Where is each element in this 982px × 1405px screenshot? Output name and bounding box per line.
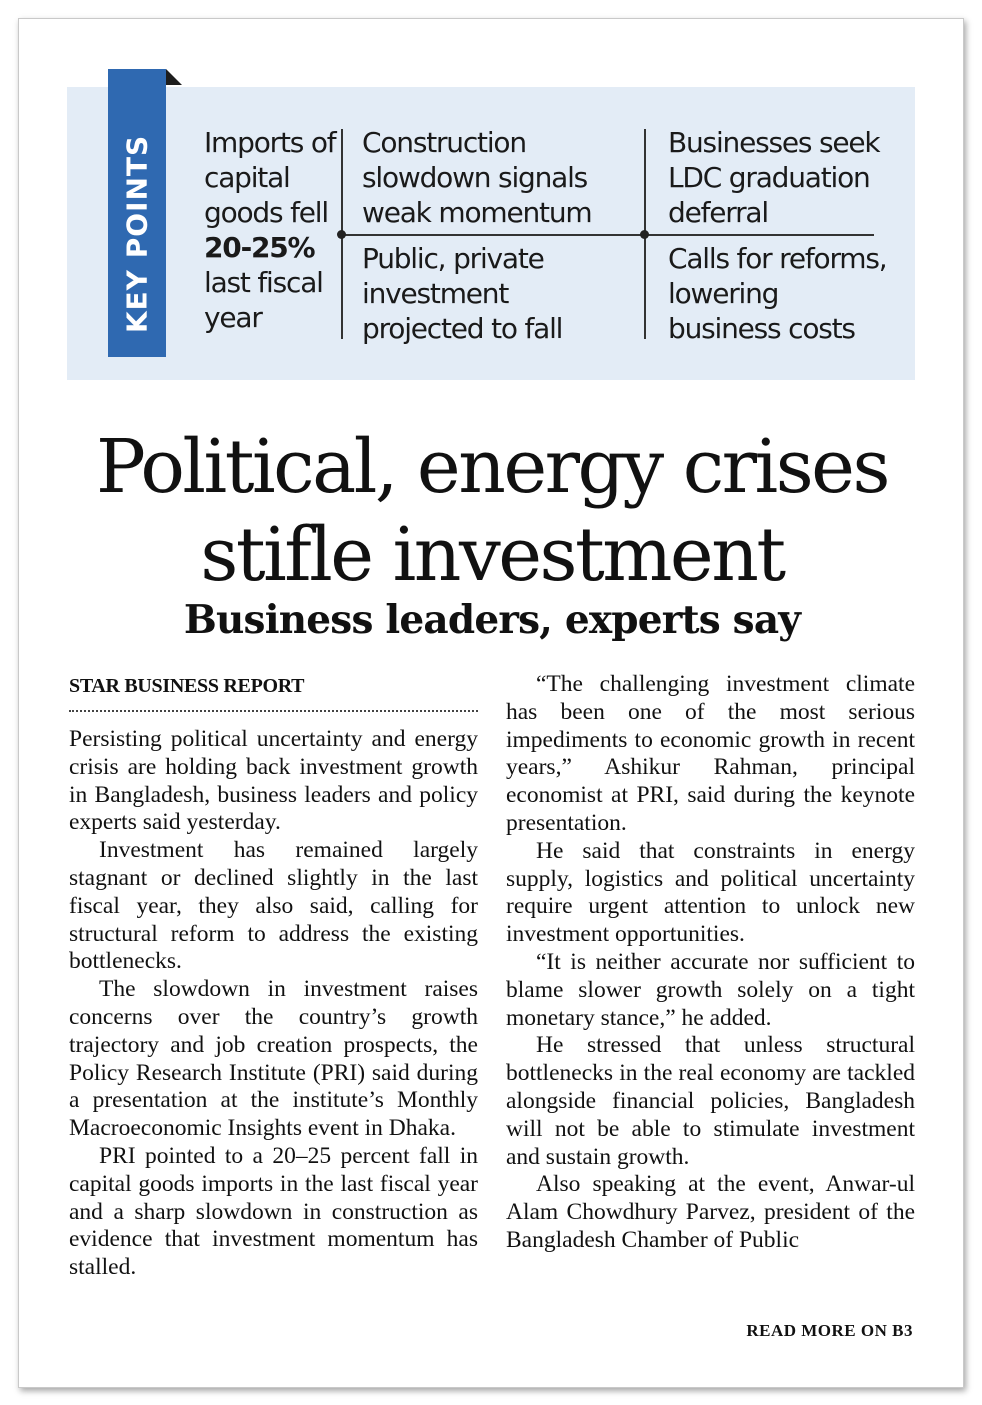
byline: STAR BUSINESS REPORT [69, 675, 305, 697]
article-paragraph: He said that constraints in energy supply, logistics and political uncertainty require urgent attention to unlock new investment opportunities. [506, 837, 915, 948]
article-paragraph: Also speaking at the event, Anwar-ul Alam Chowdhury Parvez, president of the Bangladesh Chamber of Public [506, 1171, 915, 1253]
headline-line-1: Political, energy crises [96, 424, 888, 510]
headline [19, 423, 965, 599]
key-point-imports [204, 125, 339, 335]
article-paragraph: “The challenging investment climate has been one of the most serious impediments to economic growth in recent years,” Ashikur Rahman, principal economist at PRI, said during the keynote presentation. [506, 671, 915, 836]
key-point-ldc: Businesses seek LDC graduation deferral [668, 126, 880, 229]
divider-horizontal [341, 234, 874, 236]
subheadline: Business leaders, experts say [183, 597, 801, 643]
key-point-imports-figure: 20-25% [204, 231, 315, 264]
key-points-label: KEY POINTS [120, 134, 154, 334]
divider-node-2 [640, 230, 649, 239]
article-paragraph: PRI pointed to a 20–25 percent fall in capital goods imports in the last fiscal year and a sharp slowdown in construction as evidence that investment momentum has stalled. [69, 1142, 478, 1281]
article-paragraph: Investment has remained largely stagnant or declined slightly in the last fiscal year, they also said, calling for structural reform to address the existing bottlenecks. [69, 837, 478, 975]
article-paragraph: Persisting political uncertainty and energy crisis are holding back investment growth in Bangladesh, business leaders and policy experts said yesterday. [69, 726, 478, 836]
tab-fold-corner [166, 69, 182, 85]
key-point-imports-text: Imports of capital goods fell [204, 126, 336, 229]
key-point-investment: Public, private investment projected to fall [362, 242, 563, 345]
article-paragraph: “It is neither accurate nor sufficient to blame slower growth solely on a tight monetary stance,” he added. [506, 948, 915, 1031]
divider-node-1 [337, 230, 346, 239]
read-more-link[interactable]: READ MORE ON B3 [746, 1321, 913, 1340]
article-paragraph: He stressed that unless structural bottlenecks in the real economy are tackled alongside financial policies, Bangladesh will not be able to stimulate investment and sustain growth. [506, 1032, 915, 1170]
headline-line-2: stifle investment [200, 512, 784, 598]
key-point-imports-suffix: last fiscal year [204, 266, 323, 334]
byline-dotted-rule [69, 710, 478, 712]
key-point-reforms: Calls for reforms, lowering business costs [668, 242, 887, 345]
article-paragraph: The slowdown in investment raises concerns over the country’s growth trajectory and job creation prospects, the Policy Research Institute (PRI) said during a presentation at the institute’s Monthly Macroeconomic Insights event in Dhaka. [69, 976, 478, 1142]
article-column-2 [506, 671, 915, 1255]
newspaper-page [18, 18, 964, 1388]
key-point-construction: Construction slowdown signals weak momentum [362, 126, 592, 229]
article-column-1 [69, 726, 478, 1282]
